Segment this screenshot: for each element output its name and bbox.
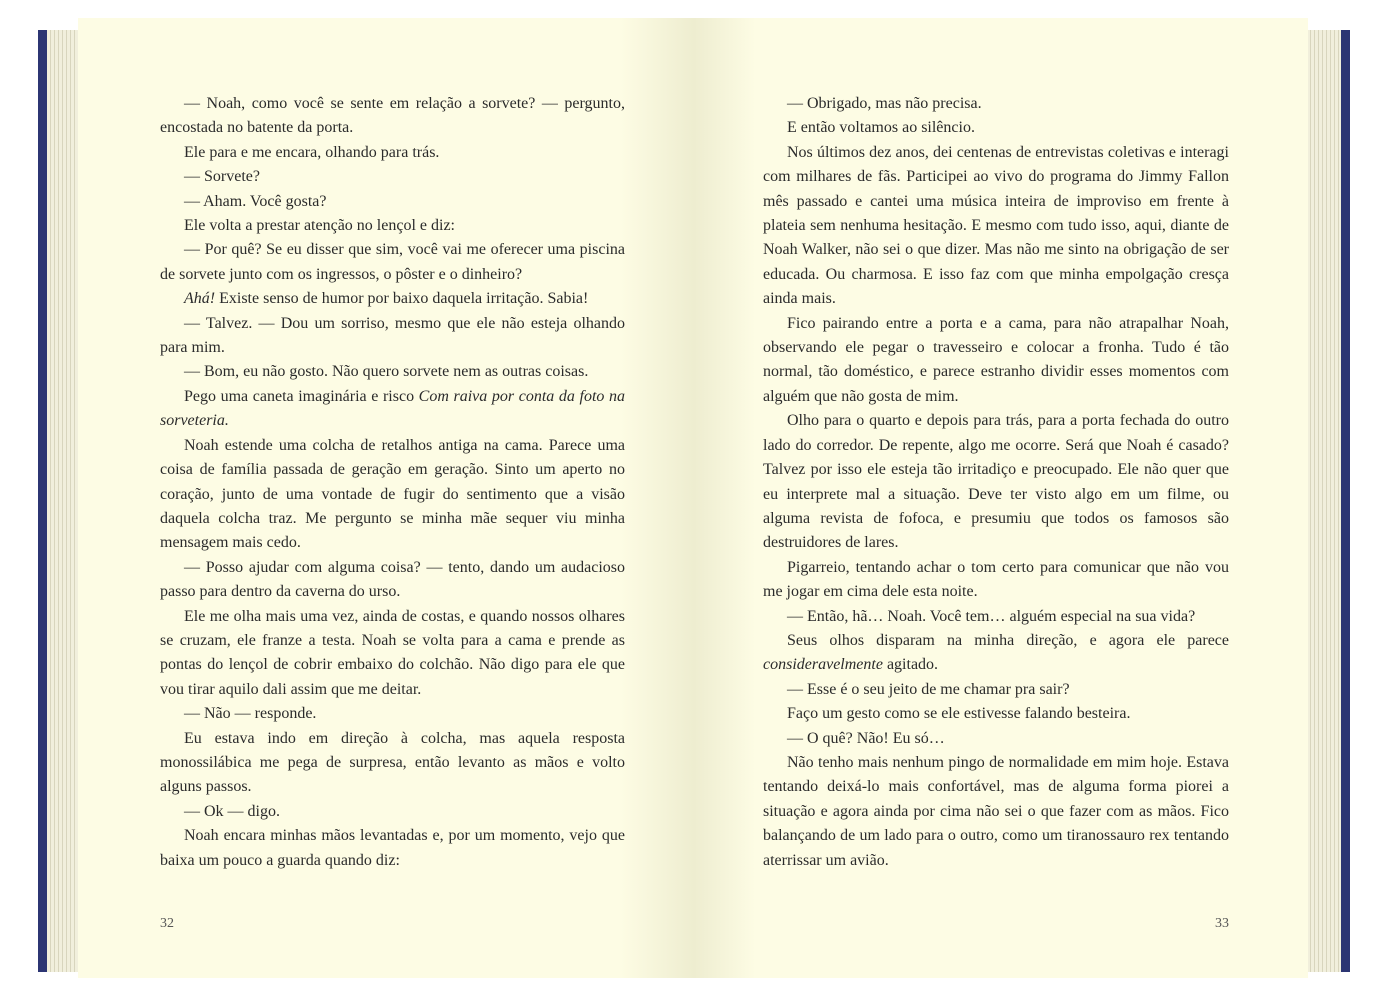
page-stack-right — [1303, 30, 1341, 972]
italic-text: consideravelmente — [763, 656, 883, 674]
left-page — [78, 18, 694, 978]
paragraph: Faço um gesto como se ele estivesse falando besteira. — [787, 705, 1131, 723]
paragraph-text: Seus olhos disparam na minha direção, e agora ele parece — [787, 631, 1229, 649]
paragraph: — Por quê? Se eu disser que sim, você vai me oferecer uma piscina de sorvete junto com os ingressos, o pôster e o dinheiro? — [160, 241, 625, 283]
paragraph: Nos últimos dez anos, dei centenas de entrevistas coletivas e interagi com milhares de fãs. Participei ao vivo do programa do Jimmy Fallon mês passado e cantei uma música inteira de improviso em frente à plateia sem nenhuma hesitação. E mesmo com tudo isso, aqui, diante de Noah Walker, não sei o que dizer. Mas não me sinto na obrigação de ser educada. Ou charmosa. E isso faz com que minha empolgação cresça ainda mais. — [763, 143, 1229, 308]
paragraph: Olho para o quarto e depois para trás, para a porta fechada do outro lado do corredor. De repente, algo me ocorre. Será que Noah é casado? Talvez por isso ele esteja tão irritadiço e preocupado. Ele não quer que eu interprete mal a situação. Deve ter visto algo em um filme, ou alguma revista de fofoca, e presumiu que todos os famosos são destruidores de lares. — [763, 412, 1229, 552]
paragraph: — Então, hã… Noah. Você tem… alguém especial na sua vida? — [787, 607, 1196, 625]
paragraph: Ele volta a prestar atenção no lençol e diz: — [184, 217, 455, 235]
paragraph-text: Existe senso de humor por baixo daquela irritação. Sabia! — [215, 290, 589, 308]
paragraph: — Talvez. — Dou um sorriso, mesmo que ele não esteja olhando para mim. — [160, 314, 625, 357]
paragraph: Noah encara minhas mãos levantadas e, por um momento, vejo que baixa um pouco a guarda quando diz: — [160, 827, 625, 869]
paragraph: Fico pairando entre a porta e a cama, para não atrapalhar Noah, observando ele pegar o travesseiro e colocar a fronha. Tudo é tão normal, tão doméstico, e parece estranho dividir esses momentos com alguém que não gosta de mim. — [763, 314, 1229, 405]
right-page — [694, 18, 1308, 978]
paragraph: — Ok — digo. — [184, 802, 280, 820]
paragraph: — Noah, como você se sente em relação a sorvete? — pergunto, encostada no batente da porta. — [160, 95, 625, 137]
paragraph — [160, 385, 625, 434]
paragraph: Eu estava indo em direção à colcha, mas aquela resposta monossilábica me pega de surpresa, então levanto as mãos e volto alguns passos. — [160, 729, 625, 796]
paragraph: Ele para e me encara, olhando para trás. — [184, 143, 440, 161]
right-page-text — [763, 92, 1229, 873]
paragraph — [763, 629, 1229, 678]
paragraph-text: Pego uma caneta imaginária e risco — [184, 387, 419, 405]
paragraph: — Obrigado, mas não precisa. — [787, 95, 982, 112]
left-page-text — [160, 92, 625, 873]
paragraph: — Sorvete? — [184, 168, 260, 186]
paragraph: Ele me olha mais uma vez, ainda de costas, e quando nossos olhares se cruzam, ele franze a testa. Noah se volta para a cama e prende as pontas do lençol de cobrir embaixo do colchão. Não digo para ele que vou tirar aquilo dali assim que me deitar. — [160, 607, 625, 698]
book-cover-left-edge — [38, 30, 47, 972]
paragraph: E então voltamos ao silêncio. — [787, 119, 975, 137]
paragraph: — Bom, eu não gosto. Não quero sorvete nem as outras coisas. — [184, 363, 589, 381]
paragraph: Noah estende uma colcha de retalhos antiga na cama. Parece uma coisa de família passada de geração em geração. Sinto um aperto no coração, junto de uma vontade de fugir do sentimento que a visão daquela colcha traz. Me pergunto se minha mãe sequer viu minha mensagem mais cedo. — [160, 436, 625, 552]
paragraph: — Não — responde. — [184, 705, 317, 723]
paragraph: Não tenho mais nenhum pingo de normalidade em mim hoje. Estava tentando deixá-lo mais confortável, mas de alguma forma piorei a situação e agora ainda por cima não sei o que fazer com as mãos. Fico balançando de um lado para o outro, como um tiranossauro rex tentando aterrissar um avião. — [763, 753, 1229, 869]
page-number: 32 — [160, 916, 174, 931]
paragraph-text: agitado. — [882, 656, 939, 674]
paragraph — [160, 287, 625, 311]
italic-text: Ahá! — [184, 290, 216, 308]
paragraph: — Posso ajudar com alguma coisa? — tento, dando um audacioso passo para dentro da caverna do urso. — [160, 558, 625, 601]
book-cover-right-edge — [1341, 30, 1350, 972]
italic-text: Com raiva por conta da foto na sorveteria. — [160, 387, 625, 430]
page-number: 33 — [1215, 916, 1229, 931]
paragraph: — Esse é o seu jeito de me chamar pra sair? — [787, 680, 1070, 698]
paragraph: Pigarreio, tentando achar o tom certo para comunicar que não vou me jogar em cima dele esta noite. — [763, 558, 1229, 601]
paragraph: — O quê? Não! Eu só… — [787, 729, 945, 747]
paragraph: — Aham. Você gosta? — [184, 192, 327, 210]
